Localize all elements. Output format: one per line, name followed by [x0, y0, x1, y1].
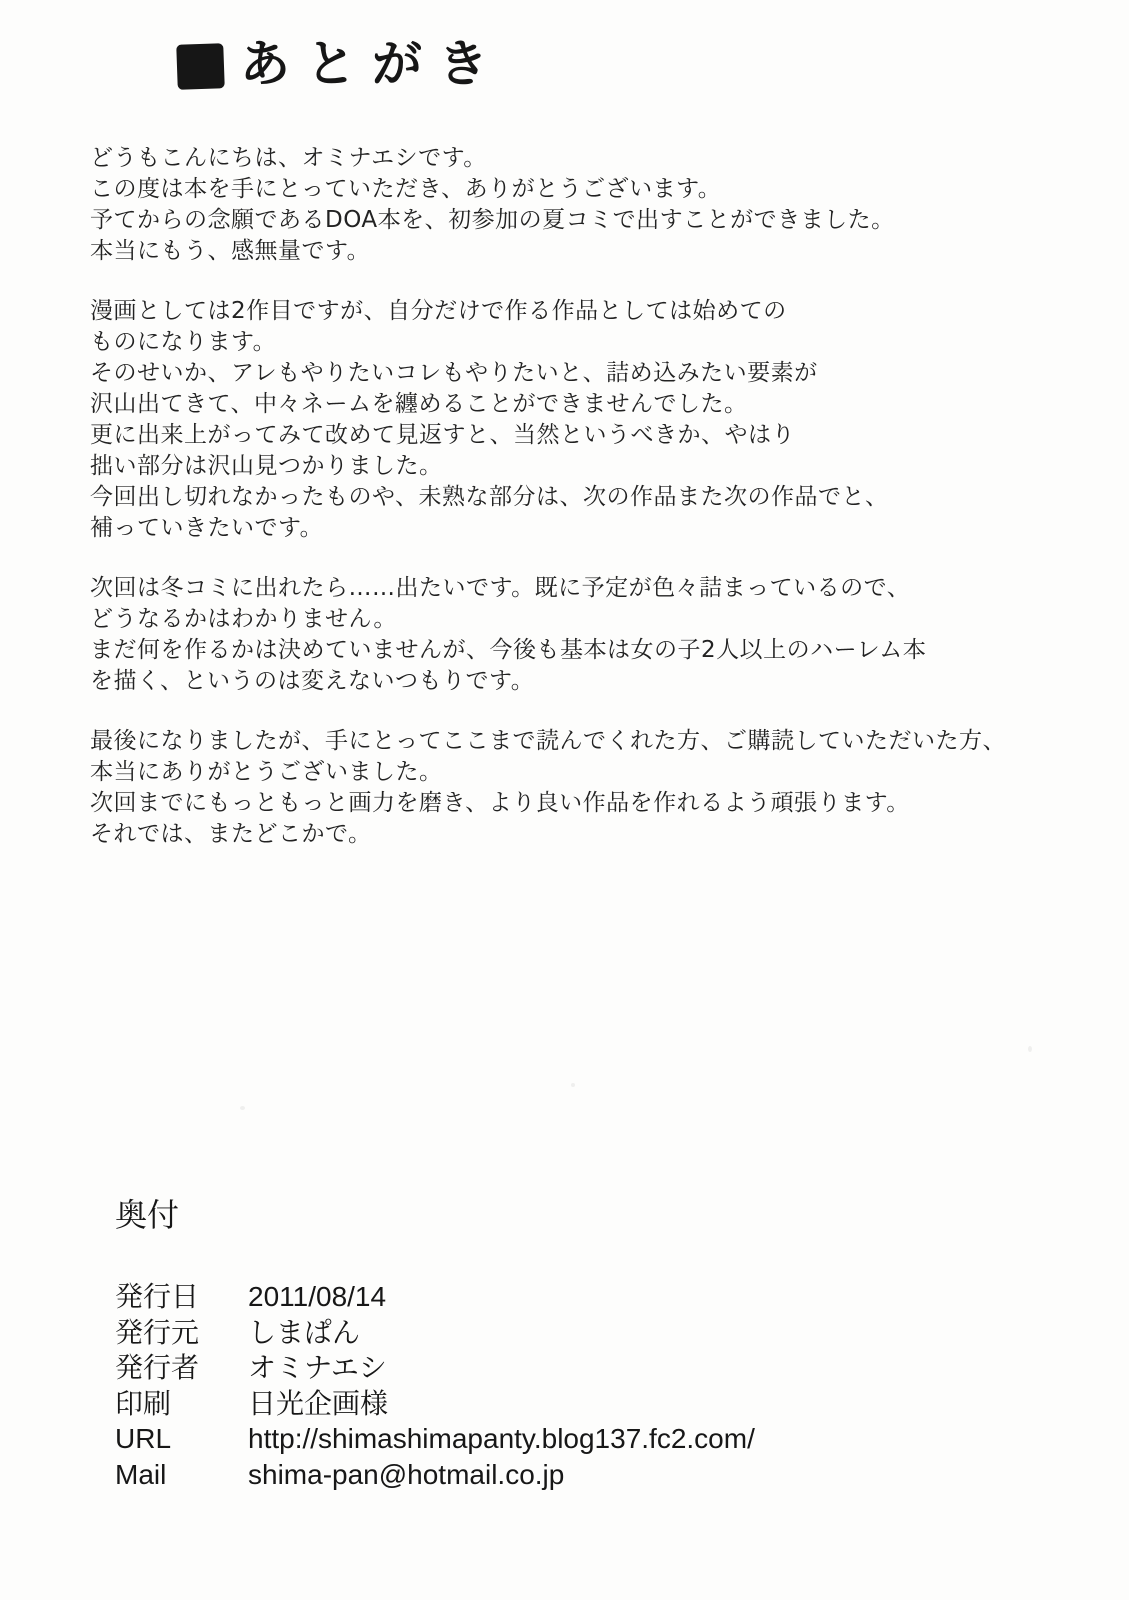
afterword-paragraph-production: 漫画としては2作目ですが、自分だけで作る作品としては始めての ものになります。 そのせいか、アレもやりたいコレもやりたいと、詰め込みたい要素が 沢山出てきて、中々ネームを纏めることができませんでした。 更に出来上がってみて改めて見返すと、当然というべきか、やはり 拙い部分は沢山見つかりました。 今回出し切れなかったものや、未熟な部分は、次の作品また次の作品でと、 補っていきたいです。 [90, 298, 889, 541]
black-square-marker-icon [176, 43, 225, 90]
colophon-label: 発行日 [115, 1281, 200, 1312]
colophon-row-printer [115, 1386, 755, 1422]
author-name: オミナエシ [248, 1352, 387, 1383]
email-address: shima-pan@hotmail.co.jp [248, 1458, 565, 1490]
colophon-label: 発行元 [115, 1316, 200, 1348]
page-title-row [177, 36, 504, 92]
afterword-paragraph-next-event: 次回は冬コミに出れたら……出たいです。既に予定が色々詰まっているので、 どうなるかはわかりません。 まだ何を作るかは決めていませんが、今後も基本は女の子2人以上のハーレム本 を描く、というのは変えないつもりです。 [90, 575, 927, 694]
colophon-heading: 奥付 [115, 1197, 180, 1233]
page-title: あとがき [240, 35, 504, 93]
printer-name: 日光企画様 [248, 1387, 389, 1419]
colophon-row-url [115, 1421, 755, 1457]
colophon-table [115, 1279, 755, 1492]
colophon-row-publisher-circle [115, 1315, 755, 1351]
afterword-paragraph-greeting: どうもこんにちは、オミナエシです。 この度は本を手にとっていただき、ありがとうございます。 予てからの念願であるDOA本を、初参加の夏コミで出すことができました。 本当にもう、感無量です。 [90, 145, 895, 264]
afterword-paragraph-thanks: 最後になりましたが、手にとってここまで読んでくれた方、ご購読していただいた方、 本当にありがとうございました。 次回までにもっともっと画力を磨き、より良い作品を作れるよう頑張ります。 それでは、またどこかで。 [90, 728, 1007, 847]
afterword-body [90, 143, 1090, 879]
colophon-label: 発行者 [115, 1352, 200, 1383]
colophon-row-author [115, 1350, 755, 1386]
publication-date: 2011/08/14 [248, 1281, 387, 1312]
scan-speck [571, 1083, 575, 1087]
publisher-circle: しまぱん [248, 1316, 361, 1348]
colophon-row-publication-date [115, 1279, 755, 1315]
colophon-row-mail [115, 1457, 755, 1493]
colophon-label: 印刷 [115, 1387, 172, 1419]
colophon-label: URL [115, 1423, 172, 1454]
scan-speck [240, 1106, 245, 1110]
website-url: http://shimashimapanty.blog137.fc2.com/ [248, 1423, 755, 1454]
colophon-label: Mail [115, 1458, 167, 1490]
scan-speck [1028, 1046, 1032, 1052]
